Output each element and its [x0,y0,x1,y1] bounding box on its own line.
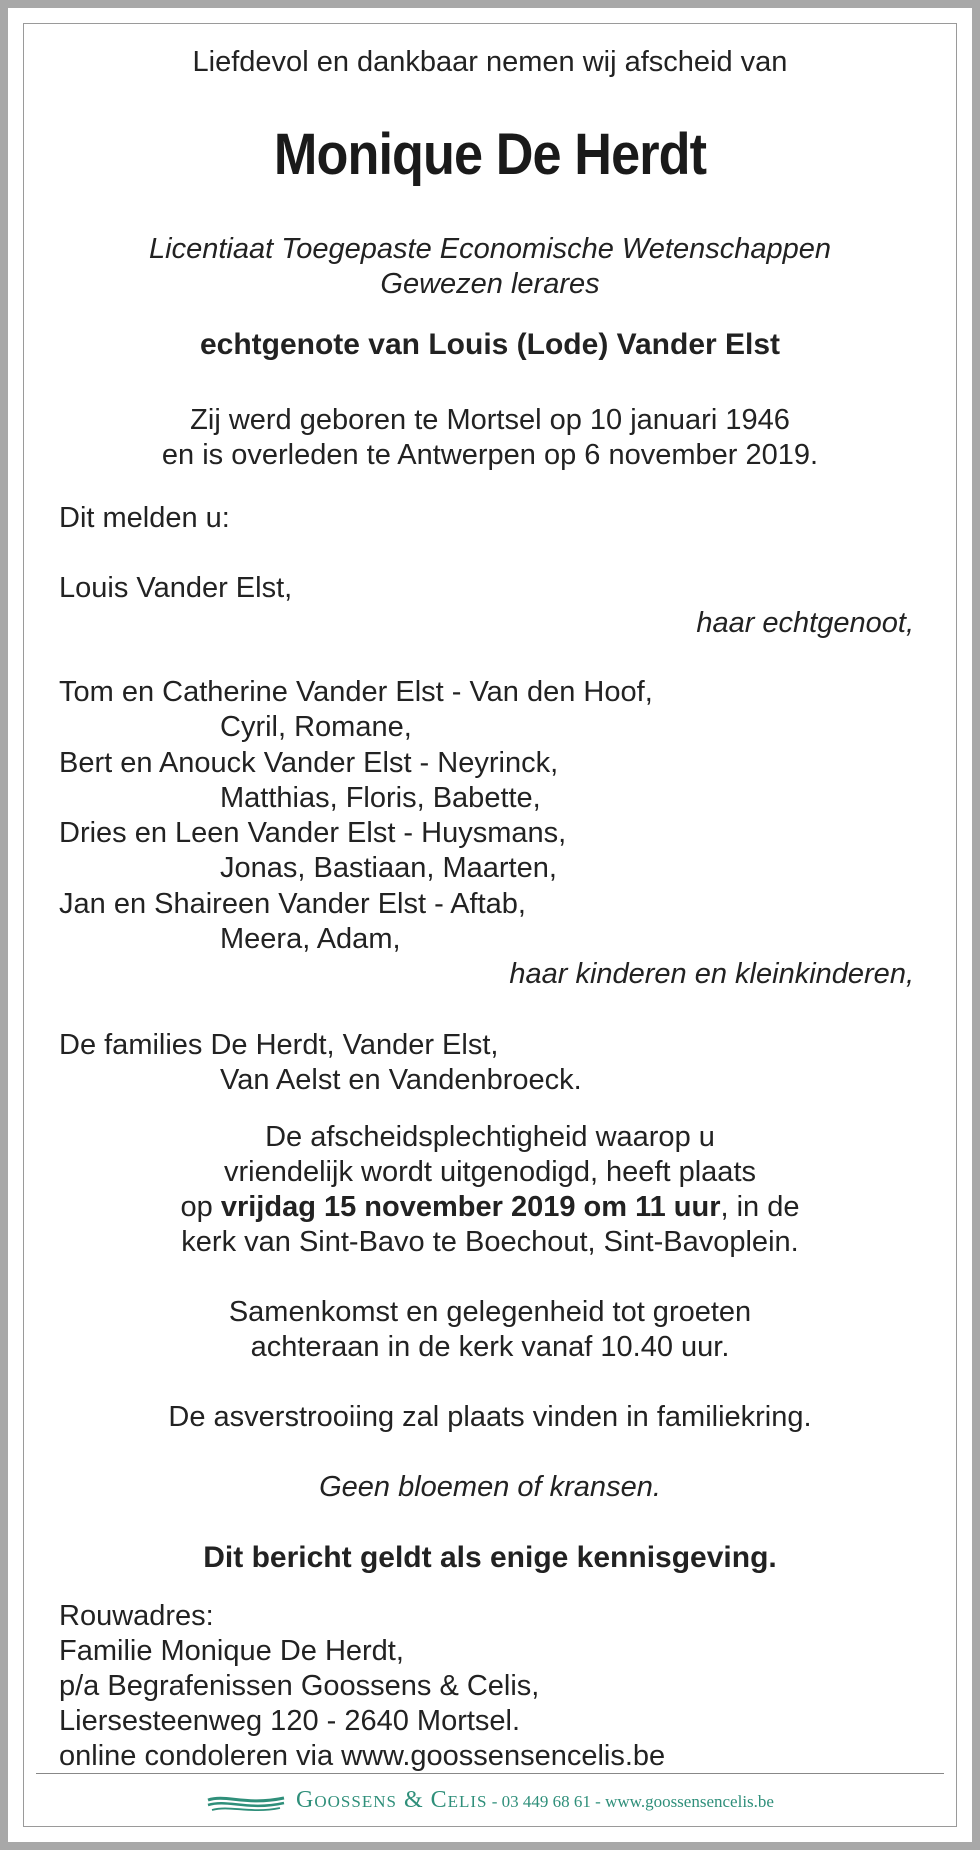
ceremony-line-4: kerk van Sint-Bavo te Boechout, Sint-Bavoplein. [181,1226,799,1258]
child-family-2: Bert en Anouck Vander Elst - Neyrinck, [59,747,559,779]
address-family: Familie Monique De Herdt, [59,1635,404,1667]
husband-name: Louis Vander Elst, [59,572,293,604]
spouse-line: echtgenote van Louis (Lode) Vander Elst [199,328,781,361]
gathering-line-2: achteraan in de kerk vanaf 10.40 uur. [250,1331,730,1363]
address-street: Liersesteenweg 120 - 2640 Mortsel. [59,1705,521,1737]
ceremony-line-3 [0,1189,980,1225]
ceremony-date: vrijdag 15 november 2019 om 11 uur [220,1191,721,1223]
grandchildren-2: Matthias, Floris, Babette, [220,782,541,814]
address-care-of: p/a Begrafenissen Goossens & Celis, [59,1670,540,1702]
ceremony-line-2: vriendelijk wordt uitgenodigd, heeft plaats [224,1156,756,1188]
families-line-2: Van Aelst en Vandenbroeck. [220,1064,582,1096]
families-line-1: De families De Herdt, Vander Elst, [59,1029,499,1061]
grandchildren-4: Meera, Adam, [220,923,401,955]
deceased-name: Monique De Herdt [273,122,707,187]
husband-role: haar echtgenoot, [696,607,914,639]
announce-line: Dit melden u: [59,502,230,534]
grandchildren-1: Cyril, Romane, [220,711,412,743]
title-line-2: Gewezen lerares [380,268,600,300]
footer-divider [36,1773,944,1774]
death-line: en is overleden te Antwerpen op 6 november 2019. [161,439,819,471]
address-heading: Rouwadres: [59,1600,214,1632]
gathering-line-1: Samenkomst en gelegenheid tot groeten [228,1296,752,1328]
intro-line: Liefdevol en dankbaar nemen wij afscheid van [192,46,788,78]
ceremony-post: , in de [720,1191,800,1223]
children-role: haar kinderen en kleinkinderen, [509,958,914,990]
address-online: online condoleren via www.goossensencelis.be [59,1740,666,1772]
birth-line: Zij werd geboren te Mortsel op 10 januari 1946 [190,404,790,436]
funeral-home-contact[interactable]: - 03 449 68 61 - www.goossensencelis.be [487,1792,774,1811]
ceremony-line-1: De afscheidsplechtigheid waarop u [265,1121,715,1153]
child-family-4: Jan en Shaireen Vander Elst - Aftab, [59,888,526,920]
scattering-line: De asverstrooiing zal plaats vinden in familiekring. [168,1401,812,1433]
notice-line: Dit bericht geldt als enige kennisgeving. [203,1541,777,1574]
funeral-home-footer [0,1782,980,1818]
title-line-1: Licentiaat Toegepaste Economische Wetenschappen [149,233,831,265]
child-family-3: Dries en Leen Vander Elst - Huysmans, [59,817,567,849]
child-family-1: Tom en Catherine Vander Elst - Van den Hoof, [59,676,653,708]
funeral-home-brand: Goossens & Celis [296,1787,488,1813]
grandchildren-3: Jonas, Bastiaan, Maarten, [220,852,557,884]
ceremony-pre: op [180,1191,221,1223]
no-flowers-line: Geen bloemen of kransen. [319,1471,661,1503]
wave-logo-icon [206,1792,286,1814]
